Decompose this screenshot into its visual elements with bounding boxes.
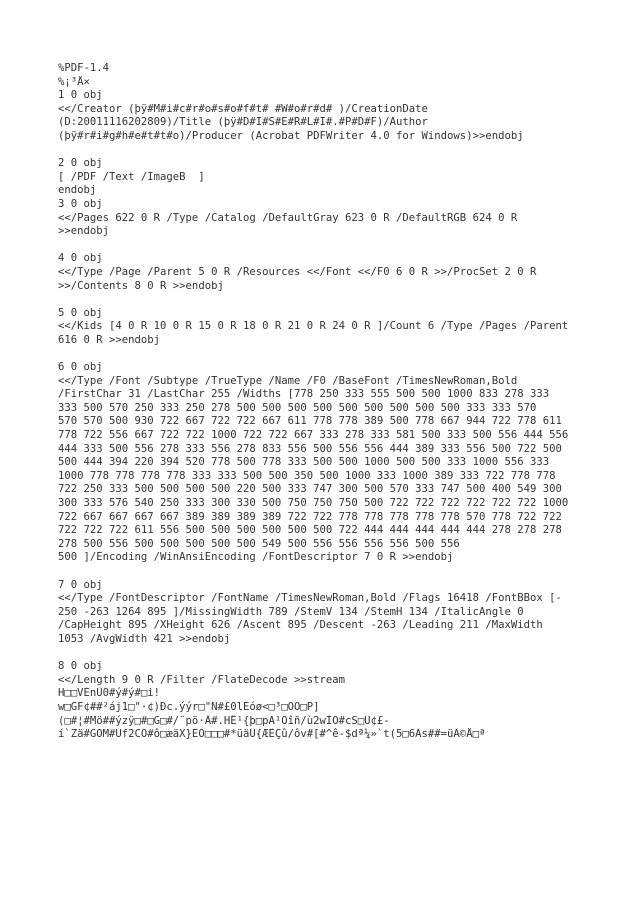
object-block-obj4 (58, 252, 598, 293)
object-block-obj6 (58, 361, 598, 565)
pdf-source-text (58, 62, 598, 755)
text-line: 8 0 obj (58, 660, 103, 673)
text-line: 778 722 556 667 722 722 1000 722 722 667 333 278 333 581 500 333 500 556 444 556 (58, 429, 569, 442)
text-line: /FirstChar 31 /LastChar 255 /Widths [778 250 333 555 500 500 1000 833 278 333 (58, 388, 550, 401)
text-line: (þÿ#r#i#g#h#e#t#t#o)/Producer (Acrobat PDFWriter 4.0 for Windows)>>endobj (58, 129, 524, 142)
text-line: endobj (58, 184, 97, 197)
text-line: %¡³Å× (58, 75, 90, 88)
text-line: 300 333 576 540 250 333 300 330 500 750 750 750 500 722 722 722 722 722 722 1000 (58, 497, 569, 509)
text-line: (D:20011116202809)/Title (þÿ#D#I#S#E#R#L#I#.#P#D#F)/Author (58, 116, 428, 129)
text-line: 5 0 obj (58, 306, 103, 319)
text-line: 722 667 667 667 667 389 389 389 389 722 722 778 778 778 778 778 570 778 722 722 (58, 510, 562, 523)
text-line: 333 500 570 250 333 250 278 500 500 500 500 500 500 500 500 500 333 333 570 (58, 401, 537, 414)
text-line: <</Type /FontDescriptor /FontName /TimesNewRoman,Bold /Flags 16418 /FontBBox [- (58, 592, 562, 605)
text-line: 2 0 obj (58, 157, 103, 170)
text-line: 6 0 obj (58, 361, 103, 374)
text-line: <</Creator (þÿ#M#i#c#r#o#s#o#f#t# #W#o#r#d# )/CreationDate (58, 102, 428, 115)
object-block-obj5 (58, 307, 598, 348)
text-line: 444 333 500 556 278 333 556 278 833 556 500 556 556 444 389 333 556 500 722 500 (58, 442, 562, 455)
text-line: <</Type /Font /Subtype /TrueType /Name /F0 /BaseFont /TimesNewRoman,Bold (58, 374, 518, 387)
object-block-header-obj1 (58, 62, 598, 144)
text-line: >>endobj (58, 225, 110, 238)
text-line: <</Type /Page /Parent 5 0 R /Resources <</Font <</F0 6 0 R >>/ProcSet 2 0 R (58, 265, 537, 278)
text-line: 500 ]/Encoding /WinAnsiEncoding /FontDescriptor 7 0 R >>endobj (58, 551, 454, 564)
text-line: (□#¦#Mö##ýzÿ□#□G□#/¨pö·Â#.HÊ¹{þ□pA¹Óîñ/ù2wÌÕ#cS□Û¢£- (58, 714, 390, 727)
text-line: <</Kids [4 0 R 10 0 R 15 0 R 18 0 R 21 0 R 24 0 R ]/Count 6 /Type /Pages /Parent (58, 320, 569, 333)
text-line: 722 250 333 500 500 500 500 220 500 333 747 300 500 570 333 747 500 400 549 300 (58, 483, 562, 496)
text-line: 1053 /AvgWidth 421 >>endobj (58, 632, 231, 645)
text-line: 500 444 394 220 394 520 778 500 778 333 500 500 1000 500 500 333 1000 556 333 (58, 456, 550, 469)
text-line: 570 570 500 930 722 667 722 722 667 611 778 778 389 500 778 667 944 722 778 611 (58, 415, 562, 428)
text-line: <</Length 9 0 R /Filter /FlateDecode >>stream (58, 673, 346, 686)
text-line: 1000 778 778 778 778 333 333 500 500 350 500 1000 333 1000 389 333 722 778 778 (58, 469, 556, 482)
text-line: [ /PDF /Text /ImageB ] (58, 170, 205, 183)
text-line: 278 500 556 500 500 500 500 500 549 500 556 556 556 556 500 556 (58, 537, 460, 550)
text-line: 616 0 R >>endobj (58, 333, 161, 346)
text-line: 722 722 722 611 556 500 500 500 500 500 500 722 444 444 444 444 444 278 278 278 (58, 524, 562, 537)
text-line: <</Pages 622 0 R /Type /Catalog /DefaultGray 623 0 R /DefaultRGB 624 0 R (58, 211, 518, 224)
text-line: %PDF-1.4 (58, 62, 110, 74)
object-block-obj2-obj3 (58, 157, 598, 239)
text-line: 250 -263 1264 895 ]/MissingWidth 789 /StemV 134 /StemH 134 /ItalicAngle 0 (58, 605, 524, 618)
text-line: í`Zä#GÓM#Úf2CÓ#ô□æäX}EÓ□□□#*üäÛ{ÆÊÇû/ôv#[#^ê-$dª¼»`t(5□6Äs##=üÄ©Å□ª (58, 728, 486, 741)
text-line: 7 0 obj (58, 578, 103, 591)
object-block-obj7 (58, 579, 598, 647)
text-line: >>/Contents 8 0 R >>endobj (58, 279, 224, 292)
text-line: w□GF¢##²áj1□"·¢)Ðc.ýýr□"Ñ#£0lËóø<□³□OÓ□P] (58, 700, 320, 713)
text-line: 4 0 obj (58, 252, 103, 265)
object-block-obj8-stream (58, 660, 598, 742)
text-line: H□□VÉnÛ0#ý#ý#□i! (58, 687, 161, 700)
text-line: 1 0 obj (58, 89, 103, 102)
text-line: /CapHeight 895 /XHeight 626 /Ascent 895 /Descent -263 /Leading 211 /MaxWidth (58, 619, 543, 632)
text-line: 3 0 obj (58, 197, 103, 210)
